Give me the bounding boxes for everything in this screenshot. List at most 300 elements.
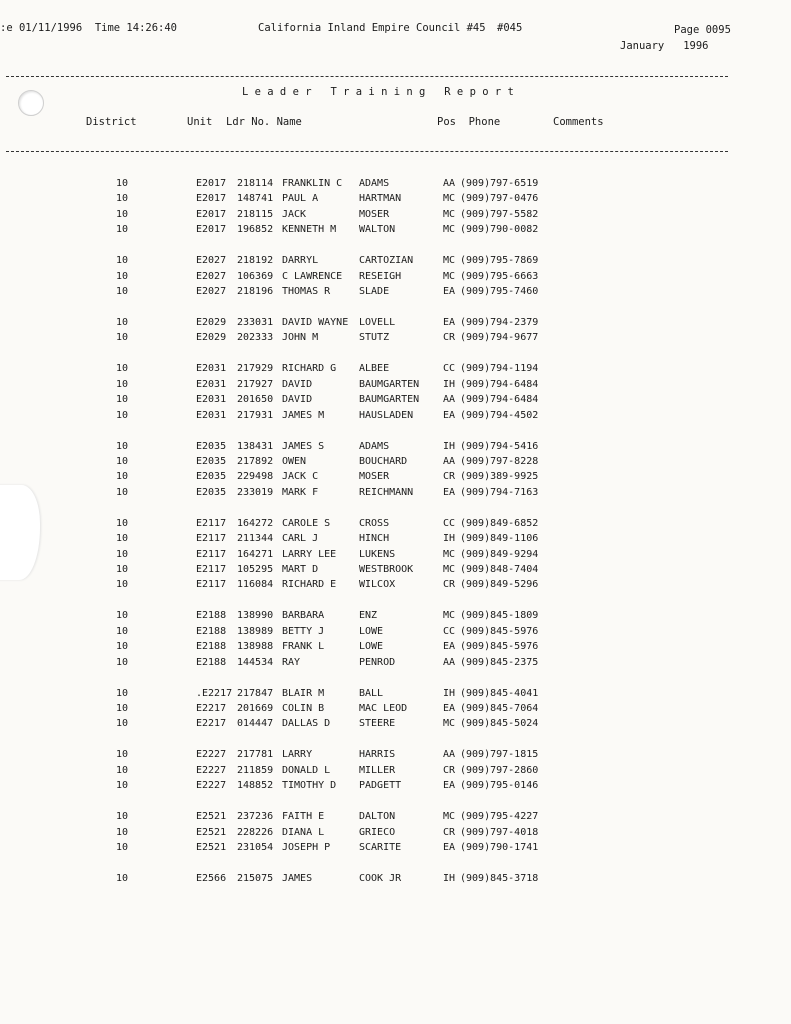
unit-cell: E2117: [196, 517, 227, 529]
last-name-cell: HARTMAN: [359, 193, 402, 205]
unit-cell: E2035: [196, 440, 227, 452]
district-cell: 10: [116, 517, 129, 529]
phone-cell: (909)794-4502: [460, 409, 539, 421]
leader-number-cell: 229498: [237, 471, 274, 483]
unit-cell: E2017: [196, 178, 227, 189]
last-name-cell: COOK JR: [359, 873, 402, 884]
district-cell: 10: [116, 764, 129, 776]
table-row: [0, 193, 791, 207]
phone-cell: (909)797-4018: [460, 826, 539, 838]
phone-cell: (909)794-7163: [460, 486, 539, 498]
last-name-cell: SLADE: [359, 286, 390, 297]
position-cell: IH: [443, 687, 456, 699]
council-code: #045: [497, 22, 523, 34]
first-name-cell: JAMES: [282, 873, 313, 884]
unit-cell: E2117: [196, 579, 227, 591]
table-row: [0, 332, 791, 346]
leader-number-cell: 218196: [237, 286, 274, 297]
unit-cell: E2027: [196, 286, 227, 297]
unit-cell: E2029: [196, 317, 227, 328]
position-cell: CC: [443, 625, 456, 637]
table-row: [0, 749, 791, 763]
district-cell: 10: [116, 625, 129, 637]
phone-cell: (909)797-0476: [460, 193, 539, 205]
position-cell: MC: [443, 270, 456, 282]
phone-cell: (909)795-7460: [460, 286, 539, 297]
leader-number-cell: 144534: [237, 656, 274, 668]
district-cell: 10: [116, 749, 129, 761]
leader-number-cell: 217929: [237, 363, 274, 375]
unit-cell: E2117: [196, 564, 227, 575]
position-cell: IH: [443, 378, 456, 390]
last-name-cell: BOUCHARD: [359, 456, 408, 467]
unit-cell: E2227: [196, 780, 227, 792]
report-title: L e a d e r T r a i n i n g R e p o r t: [242, 86, 514, 98]
first-name-cell: FAITH E: [282, 811, 325, 823]
table-row: [0, 255, 791, 269]
first-name-cell: KENNETH M: [282, 224, 337, 236]
unit-cell: E2521: [196, 811, 227, 823]
table-row: [0, 564, 791, 578]
first-name-cell: BLAIR M: [282, 687, 325, 699]
position-cell: EA: [443, 842, 456, 853]
phone-cell: (909)845-3718: [460, 873, 539, 884]
district-cell: 10: [116, 317, 129, 328]
district-cell: 10: [116, 780, 129, 792]
last-name-cell: MOSER: [359, 471, 390, 483]
first-name-cell: DIANA L: [282, 826, 325, 838]
unit-cell: E2521: [196, 842, 227, 853]
unit-cell: E2227: [196, 749, 227, 761]
divider-top: [6, 76, 728, 77]
district-cell: 10: [116, 193, 129, 205]
unit-cell: E2029: [196, 332, 227, 344]
unit-cell: E2035: [196, 456, 227, 467]
phone-cell: (909)845-5976: [460, 625, 539, 637]
table-row: [0, 873, 791, 887]
position-cell: CR: [443, 579, 456, 591]
last-name-cell: CARTOZIAN: [359, 255, 414, 267]
leader-number-cell: 138988: [237, 641, 274, 653]
first-name-cell: DAVID: [282, 378, 313, 390]
first-name-cell: OWEN: [282, 456, 307, 467]
last-name-cell: BAUMGARTEN: [359, 378, 420, 390]
last-name-cell: BALL: [359, 687, 384, 699]
last-name-cell: STUTZ: [359, 332, 390, 344]
table-row: [0, 549, 791, 563]
unit-cell: E2188: [196, 610, 227, 622]
leader-number-cell: 164271: [237, 548, 274, 560]
table-row: [0, 827, 791, 841]
leader-number-cell: 201650: [237, 394, 274, 406]
position-cell: EA: [443, 286, 456, 297]
position-cell: EA: [443, 317, 456, 328]
first-name-cell: JACK: [282, 208, 307, 220]
unit-cell: E2521: [196, 826, 227, 838]
table-row: [0, 271, 791, 285]
unit-cell: E2188: [196, 625, 227, 637]
position-cell: EA: [443, 703, 456, 714]
position-cell: CR: [443, 764, 456, 776]
district-cell: 10: [116, 533, 129, 545]
table-row: [0, 765, 791, 779]
district-cell: 10: [116, 687, 129, 699]
phone-cell: (909)845-1809: [460, 610, 539, 622]
first-name-cell: JOHN M: [282, 332, 319, 344]
first-name-cell: CAROLE S: [282, 517, 331, 529]
table-row: [0, 842, 791, 856]
first-name-cell: JAMES M: [282, 409, 325, 421]
phone-cell: (909)797-6519: [460, 178, 539, 189]
table-row: [0, 657, 791, 671]
district-cell: 10: [116, 332, 129, 344]
leader-number-cell: 218115: [237, 208, 274, 220]
first-name-cell: BETTY J: [282, 625, 325, 637]
leader-number-cell: 231054: [237, 842, 274, 853]
leader-number-cell: 217931: [237, 409, 274, 421]
phone-cell: (909)797-1815: [460, 749, 539, 761]
table-row: [0, 718, 791, 732]
position-cell: MC: [443, 208, 456, 220]
position-cell: MC: [443, 610, 456, 622]
first-name-cell: THOMAS R: [282, 286, 331, 297]
position-cell: CR: [443, 826, 456, 838]
phone-cell: (909)849-1106: [460, 533, 539, 545]
table-row: [0, 441, 791, 455]
first-name-cell: DAVID WAYNE: [282, 317, 349, 328]
punch-hole: [18, 90, 44, 116]
first-name-cell: LARRY: [282, 749, 313, 761]
leader-number-cell: 237236: [237, 811, 274, 823]
page-number: Page 0095: [674, 24, 731, 36]
table-row: [0, 626, 791, 640]
column-pos-phone: Pos Phone: [437, 116, 501, 128]
last-name-cell: ADAMS: [359, 440, 390, 452]
phone-cell: (909)848-7404: [460, 564, 539, 575]
phone-cell: (909)795-0146: [460, 780, 539, 792]
district-cell: 10: [116, 224, 129, 236]
district-cell: 10: [116, 873, 129, 884]
first-name-cell: MARK F: [282, 486, 319, 498]
last-name-cell: ADAMS: [359, 178, 390, 189]
phone-cell: (909)794-6484: [460, 378, 539, 390]
phone-cell: (909)795-6663: [460, 270, 539, 282]
unit-cell: E2017: [196, 224, 227, 236]
last-name-cell: WILCOX: [359, 579, 396, 591]
phone-cell: (909)797-2860: [460, 764, 539, 776]
table-row: [0, 286, 791, 300]
unit-cell: E2017: [196, 193, 227, 205]
unit-cell: E2188: [196, 656, 227, 668]
unit-cell: E2035: [196, 471, 227, 483]
last-name-cell: CROSS: [359, 517, 390, 529]
leader-number-cell: 014447: [237, 718, 274, 730]
unit-cell: E2035: [196, 486, 227, 498]
unit-cell: E2566: [196, 873, 227, 884]
first-name-cell: RICHARD E: [282, 579, 337, 591]
leader-number-cell: 106369: [237, 270, 274, 282]
first-name-cell: DALLAS D: [282, 718, 331, 730]
district-cell: 10: [116, 255, 129, 267]
leader-number-cell: 228226: [237, 826, 274, 838]
divider-header: [6, 151, 728, 152]
phone-cell: (909)794-9677: [460, 332, 539, 344]
last-name-cell: MOSER: [359, 208, 390, 220]
last-name-cell: HAUSLADEN: [359, 409, 414, 421]
leader-number-cell: 138990: [237, 610, 274, 622]
unit-cell: E2031: [196, 409, 227, 421]
leader-number-cell: 201669: [237, 703, 274, 714]
last-name-cell: LOWE: [359, 625, 384, 637]
report-month-year: January 1996: [620, 40, 709, 52]
phone-cell: (909)790-1741: [460, 842, 539, 853]
table-row: [0, 780, 791, 794]
phone-cell: (909)794-2379: [460, 317, 539, 328]
first-name-cell: FRANKLIN C: [282, 178, 343, 189]
district-cell: 10: [116, 286, 129, 297]
first-name-cell: PAUL A: [282, 193, 319, 205]
district-cell: 10: [116, 656, 129, 668]
district-cell: 10: [116, 579, 129, 591]
leader-number-cell: 148741: [237, 193, 274, 205]
phone-cell: (909)849-6852: [460, 517, 539, 529]
table-row: [0, 471, 791, 485]
position-cell: IH: [443, 440, 456, 452]
table-row: [0, 641, 791, 655]
unit-cell: E2217: [196, 703, 227, 714]
unit-cell: E2217: [196, 718, 227, 730]
first-name-cell: TIMOTHY D: [282, 780, 337, 792]
phone-cell: (909)794-6484: [460, 394, 539, 406]
phone-cell: (909)797-8228: [460, 456, 539, 467]
position-cell: EA: [443, 409, 456, 421]
first-name-cell: DONALD L: [282, 764, 331, 776]
phone-cell: (909)845-2375: [460, 656, 539, 668]
column-district: District: [86, 116, 137, 128]
table-row: [0, 610, 791, 624]
phone-cell: (909)790-0082: [460, 224, 539, 236]
phone-cell: (909)795-7869: [460, 255, 539, 267]
leader-number-cell: 116084: [237, 579, 274, 591]
district-cell: 10: [116, 811, 129, 823]
last-name-cell: WESTBROOK: [359, 564, 414, 575]
table-row: [0, 456, 791, 470]
last-name-cell: GRIECO: [359, 826, 396, 838]
leader-number-cell: 233019: [237, 486, 274, 498]
leader-number-cell: 138989: [237, 625, 274, 637]
leader-number-cell: 218114: [237, 178, 274, 189]
phone-cell: (909)795-4227: [460, 811, 539, 823]
unit-cell: E2117: [196, 548, 227, 560]
table-row: [0, 703, 791, 717]
unit-cell: E2031: [196, 378, 227, 390]
district-cell: 10: [116, 718, 129, 730]
first-name-cell: LARRY LEE: [282, 548, 337, 560]
last-name-cell: LUKENS: [359, 548, 396, 560]
district-cell: 10: [116, 394, 129, 406]
table-row: [0, 379, 791, 393]
district-cell: 10: [116, 548, 129, 560]
first-name-cell: RICHARD G: [282, 363, 337, 375]
unit-cell: E2227: [196, 764, 227, 776]
position-cell: AA: [443, 178, 456, 189]
district-cell: 10: [116, 610, 129, 622]
district-cell: 10: [116, 826, 129, 838]
position-cell: MC: [443, 564, 456, 575]
phone-cell: (909)845-5976: [460, 641, 539, 653]
last-name-cell: RESEIGH: [359, 270, 402, 282]
district-cell: 10: [116, 486, 129, 498]
last-name-cell: LOWE: [359, 641, 384, 653]
last-name-cell: HARRIS: [359, 749, 396, 761]
district-cell: 10: [116, 564, 129, 575]
leader-number-cell: 217847: [237, 687, 274, 699]
position-cell: IH: [443, 533, 456, 545]
leader-number-cell: 233031: [237, 317, 274, 328]
district-cell: 10: [116, 641, 129, 653]
position-cell: CR: [443, 471, 456, 483]
district-cell: 10: [116, 208, 129, 220]
last-name-cell: ALBEE: [359, 363, 390, 375]
last-name-cell: HINCH: [359, 533, 390, 545]
last-name-cell: PADGETT: [359, 780, 402, 792]
table-row: [0, 209, 791, 223]
district-cell: 10: [116, 703, 129, 714]
unit-cell: E2027: [196, 255, 227, 267]
unit-cell: E2188: [196, 641, 227, 653]
phone-cell: (909)794-1194: [460, 363, 539, 375]
first-name-cell: C LAWRENCE: [282, 270, 343, 282]
position-cell: CR: [443, 332, 456, 344]
first-name-cell: DARRYL: [282, 255, 319, 267]
unit-cell: E2031: [196, 363, 227, 375]
position-cell: MC: [443, 193, 456, 205]
first-name-cell: FRANK L: [282, 641, 325, 653]
table-row: [0, 487, 791, 501]
position-cell: MC: [443, 224, 456, 236]
position-cell: MC: [443, 255, 456, 267]
council-name: California Inland Empire Council #45: [258, 22, 486, 34]
leader-number-cell: 196852: [237, 224, 274, 236]
unit-cell: E2017: [196, 208, 227, 220]
table-row: [0, 363, 791, 377]
first-name-cell: CARL J: [282, 533, 319, 545]
last-name-cell: WALTON: [359, 224, 396, 236]
column-comments: Comments: [553, 116, 604, 128]
table-row: [0, 579, 791, 593]
first-name-cell: RAY: [282, 656, 301, 668]
leader-number-cell: 105295: [237, 564, 274, 575]
position-cell: EA: [443, 641, 456, 653]
leader-number-cell: 148852: [237, 780, 274, 792]
table-row: [0, 224, 791, 238]
district-cell: 10: [116, 270, 129, 282]
last-name-cell: LOVELL: [359, 317, 396, 328]
leader-number-cell: 217781: [237, 749, 274, 761]
position-cell: MC: [443, 811, 456, 823]
position-cell: MC: [443, 718, 456, 730]
first-name-cell: JACK C: [282, 471, 319, 483]
last-name-cell: BAUMGARTEN: [359, 394, 420, 406]
position-cell: AA: [443, 749, 456, 761]
district-cell: 10: [116, 842, 129, 853]
phone-cell: (909)845-5024: [460, 718, 539, 730]
phone-cell: (909)849-5296: [460, 579, 539, 591]
position-cell: MC: [443, 548, 456, 560]
table-row: [0, 811, 791, 825]
table-row: [0, 317, 791, 331]
district-cell: 10: [116, 409, 129, 421]
last-name-cell: DALTON: [359, 811, 396, 823]
district-cell: 10: [116, 378, 129, 390]
phone-cell: (909)794-5416: [460, 440, 539, 452]
first-name-cell: JAMES S: [282, 440, 325, 452]
phone-cell: (909)849-9294: [460, 548, 539, 560]
table-row: [0, 394, 791, 408]
leader-number-cell: 217927: [237, 378, 274, 390]
last-name-cell: STEERE: [359, 718, 396, 730]
column-ldr-no-name: Ldr No. Name: [226, 116, 302, 128]
last-name-cell: PENROD: [359, 656, 396, 668]
district-cell: 10: [116, 178, 129, 189]
district-cell: 10: [116, 456, 129, 467]
leader-number-cell: 202333: [237, 332, 274, 344]
position-cell: IH: [443, 873, 456, 884]
position-cell: CC: [443, 363, 456, 375]
first-name-cell: BARBARA: [282, 610, 325, 622]
phone-cell: (909)845-7064: [460, 703, 539, 714]
position-cell: CC: [443, 517, 456, 529]
position-cell: AA: [443, 456, 456, 467]
table-row: [0, 688, 791, 702]
leader-number-cell: 138431: [237, 440, 274, 452]
unit-cell: E2027: [196, 270, 227, 282]
position-cell: EA: [443, 780, 456, 792]
leader-number-cell: 211344: [237, 533, 274, 545]
position-cell: AA: [443, 656, 456, 668]
last-name-cell: MILLER: [359, 764, 396, 776]
table-row: [0, 533, 791, 547]
leader-number-cell: 211859: [237, 764, 274, 776]
last-name-cell: MAC LEOD: [359, 703, 408, 714]
report-date-time: :e 01/11/1996 Time 14:26:40: [0, 22, 178, 34]
leader-number-cell: 217892: [237, 456, 274, 467]
first-name-cell: JOSEPH P: [282, 842, 331, 853]
district-cell: 10: [116, 440, 129, 452]
district-cell: 10: [116, 471, 129, 483]
leader-number-cell: 164272: [237, 517, 274, 529]
table-row: [0, 518, 791, 532]
table-row: [0, 410, 791, 424]
leader-number-cell: 218192: [237, 255, 274, 267]
position-cell: AA: [443, 394, 456, 406]
phone-cell: (909)797-5582: [460, 208, 539, 220]
column-unit: Unit: [187, 116, 213, 128]
position-cell: EA: [443, 486, 456, 498]
unit-cell: E2031: [196, 394, 227, 406]
phone-cell: (909)845-4041: [460, 687, 539, 699]
first-name-cell: COLIN B: [282, 703, 325, 714]
unit-cell: .E2217: [196, 687, 233, 699]
last-name-cell: ENZ: [359, 610, 378, 622]
phone-cell: (909)389-9925: [460, 471, 539, 483]
unit-cell: E2117: [196, 533, 227, 545]
first-name-cell: DAVID: [282, 394, 313, 406]
last-name-cell: REICHMANN: [359, 486, 414, 498]
first-name-cell: MART D: [282, 564, 319, 575]
last-name-cell: SCARITE: [359, 842, 402, 853]
table-row: [0, 178, 791, 192]
